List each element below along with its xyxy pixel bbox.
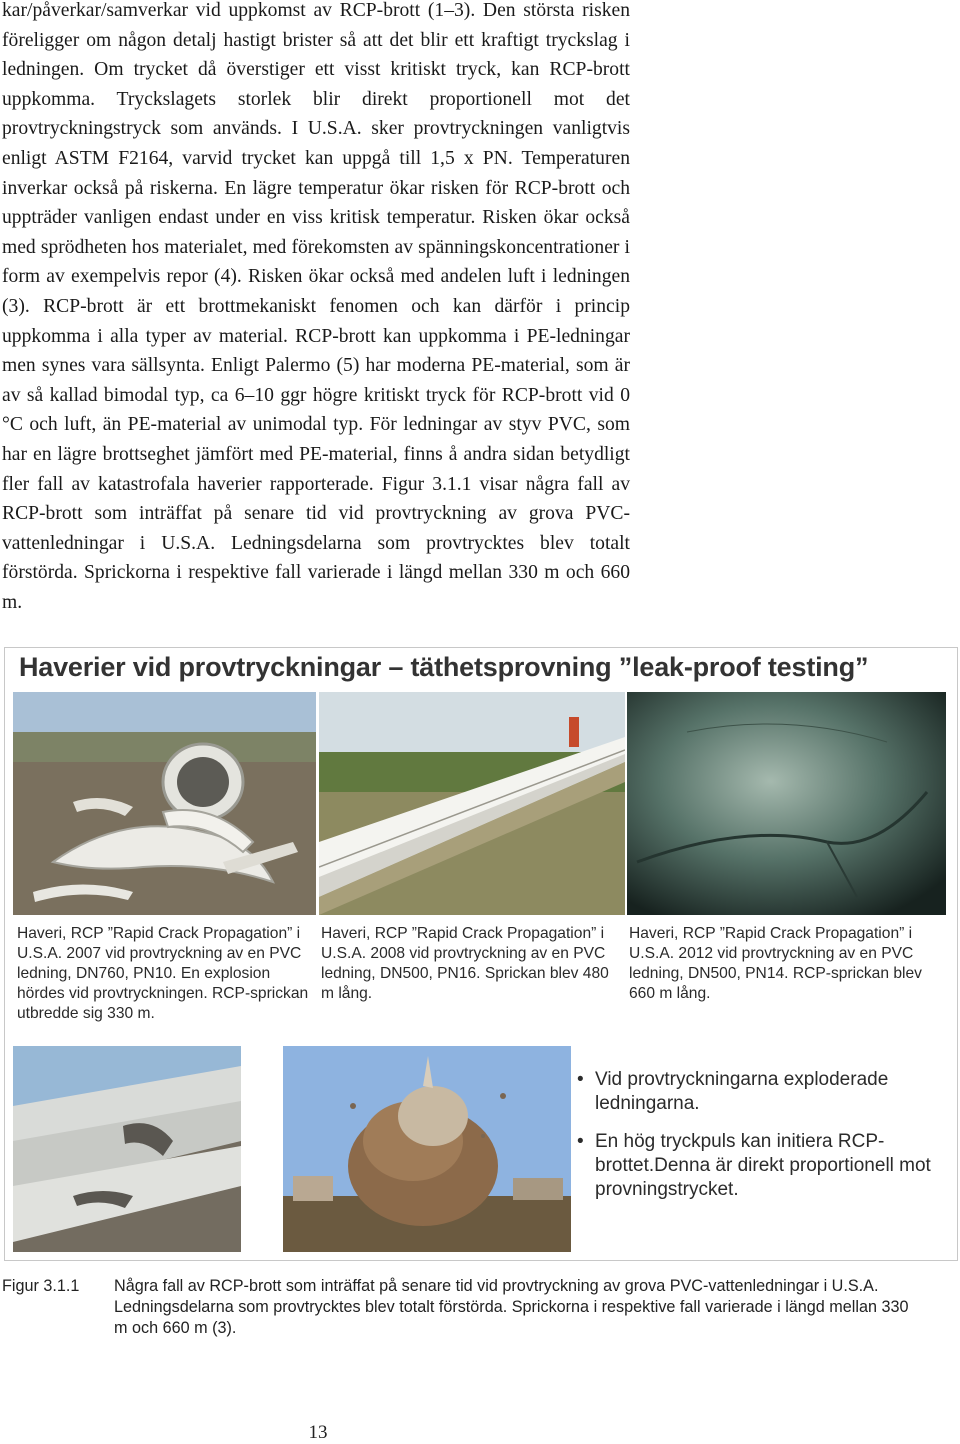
photo-shattered-pipe [13, 692, 316, 915]
figure-panel [4, 647, 958, 1261]
figure-bullet-list [575, 1068, 945, 1216]
pipe-interior-illustration [627, 692, 946, 915]
broken-pipes-illustration [13, 1046, 241, 1252]
pipe-fragments-illustration [13, 692, 316, 915]
photo-pipe-in-trench [319, 692, 625, 915]
bullet-item: • Vid provtryckningarna exploderade ledningarna. [575, 1068, 945, 1116]
body-paragraph: kar/påverkar/samverkar vid uppkomst av RCP-brott (1–3). Den största risken föreligger om någon detalj hastigt brister så att det blir ett kraftigt tryckslag i ledningen. Om trycket då överstiger ett visst kritiskt tryck, kan RCP-brott uppkomma. Tryckslagets storlek blir direkt proportionell mot det provtryckningstryck som används. I U.S.A. sker provtryckningen vanligtvis enligt ASTM F2164, varvid trycket kan uppgå till 1,5 x PN. Temperaturen inverkar också på riskerna. En lägre temperatur ökar risken för RCP-brott och uppträder vanligen endast under en viss kritisk temperatur. Risken ökar också med sprödheten hos materialet, med förekomsten av spänningskoncentrationer i form av exempelvis repor (4). Risken ökar också med andelen luft i ledningen (3). RCP-brott är ett brottmekaniskt fenomen och kan därför i princip uppkomma i alla typer av material. RCP-brott kan uppkomma i PE-ledningar men synes vara sällsynta. Enligt Palermo (5) har moderna PE-material, som är av så kallad bimodal typ, ca 6–10 ggr högre kritiskt tryck för RCP-brott vid 0 °C och luft, än PE-material av unimodal typ. För ledningar av styv PVC, som har en lägre brottseghet jämfört med PE-material, finns å andra sidan betydligt fler fall av katastrofala haverier rapporterade. Figur 3.1.1 visar några fall av RCP-brott som inträffat på senare tid vid provtryckning av grova PVC-vattenledningar i U.S.A. Ledningsdelarna som provtrycktes blev totalt förstörda. Sprickorna i respektive fall varierade i längd mellan 330 m och 660 m. [2, 0, 630, 613]
photo-pipe-interior-crack [627, 692, 946, 915]
explosion-illustration [283, 1046, 571, 1252]
figure-caption-label: Figur 3.1.1 [2, 1277, 80, 1295]
caption-2008: Haveri, RCP ”Rapid Crack Propagation” i U.S.A. 2008 vid provtryckning av en PVC ledning, DN500, PN16. Sprickan blev 480 m lång. [321, 925, 609, 1002]
caption-2007: Haveri, RCP ”Rapid Crack Propagation” i U.S.A. 2007 vid provtryckning av en PVC ledning, DN760, PN10. En explosion hördes vid provtryckningen. RCP-sprickan utbredde sig 330 m. [17, 925, 309, 1022]
photo-broken-pipes [13, 1046, 241, 1252]
bullet-item: • En hög tryckpuls kan initiera RCP-brottet.Denna är direkt proportionell mot provningstrycket. [575, 1130, 945, 1202]
caption-2012: Haveri, RCP ”Rapid Crack Propagation” i U.S.A. 2012 vid provtryckning av en PVC ledning, DN500, PN14. RCP-sprickan blev 660 m lång. [629, 925, 922, 1002]
photo-explosion [283, 1046, 571, 1252]
page-number: 13 [308, 1422, 328, 1443]
figure-title: Haverier vid provtryckningar – täthetsprovning ”leak-proof testing” [19, 652, 869, 682]
figure-caption-text: Några fall av RCP-brott som inträffat på senare tid vid provtryckning av grova PVC-vattenledningar i U.S.A. Ledningsdelarna som provtrycktes blev totalt förstörda. Sprickorna i respektive fall varierade i längd mellan 330 m och 660 m (3). [114, 1277, 909, 1337]
pipe-trench-illustration [319, 692, 625, 915]
